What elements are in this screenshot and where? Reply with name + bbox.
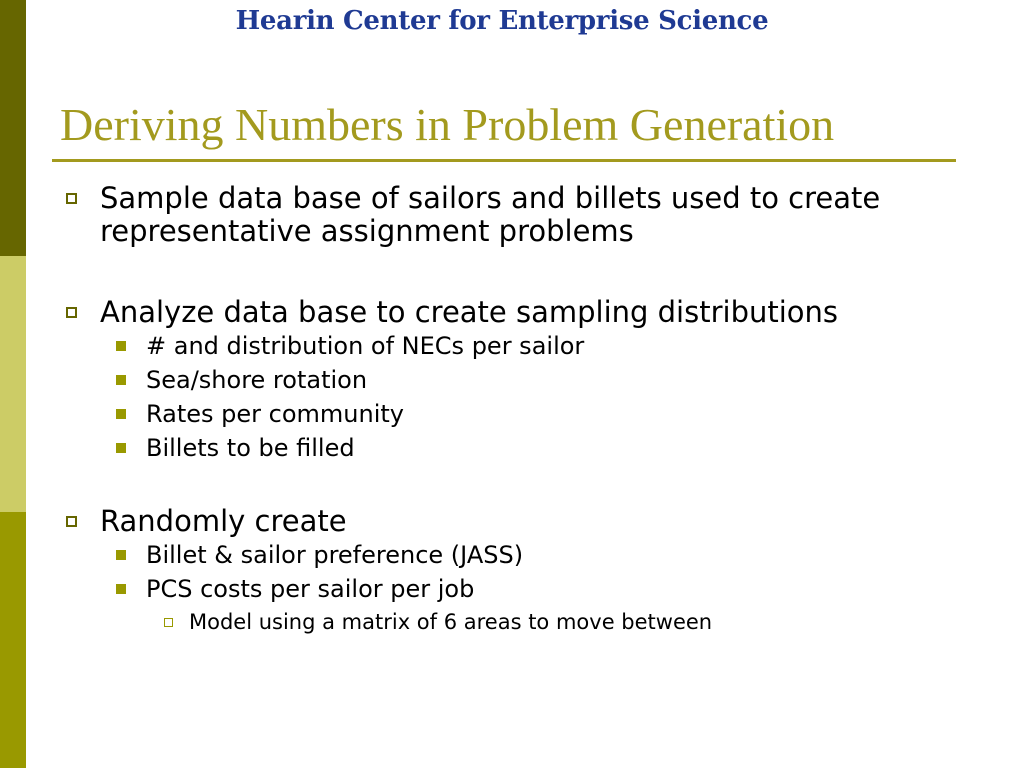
sub-bullet-text: Rates per community (146, 400, 404, 428)
bullet-item (60, 296, 960, 329)
sub-bullet-item (60, 431, 960, 465)
sub-bullet-text: Sea/shore rotation (146, 366, 368, 394)
bullet-text: Sample data base of sailors and billets used to create representative assignment problems (100, 181, 881, 248)
bullet-item (60, 182, 960, 248)
title-underline (52, 159, 956, 162)
sub-sub-bullet-item (60, 606, 960, 638)
hollow-square-bullet-icon (164, 618, 173, 627)
sub-bullet-text: Billets to be filled (146, 434, 355, 462)
sub-bullet-item (60, 329, 960, 363)
filled-square-bullet-icon (116, 409, 126, 419)
bullet-text: Analyze data base to create sampling distributions (100, 295, 839, 329)
hollow-square-bullet-icon (66, 516, 77, 527)
filled-square-bullet-icon (116, 584, 126, 594)
filled-square-bullet-icon (116, 443, 126, 453)
sub-bullet-text: Billet & sailor preference (JASS) (146, 541, 524, 569)
sub-bullet-text: # and distribution of NECs per sailor (146, 332, 585, 360)
accent-strip-top (0, 0, 26, 256)
hollow-square-bullet-icon (66, 193, 77, 204)
filled-square-bullet-icon (116, 550, 126, 560)
sub-bullet-text: PCS costs per sailor per job (146, 575, 475, 603)
organization-header: Hearin Center for Enterprise Science (235, 6, 769, 36)
sub-bullet-item (60, 363, 960, 397)
bullet-list (60, 182, 960, 638)
hollow-square-bullet-icon (66, 307, 77, 318)
sub-sub-bullet-text: Model using a matrix of 6 areas to move between (189, 610, 713, 634)
accent-strip-middle (0, 256, 26, 512)
filled-square-bullet-icon (116, 375, 126, 385)
bullet-item (60, 505, 960, 538)
bullet-text: Randomly create (100, 504, 347, 538)
slide-title: Deriving Numbers in Problem Generation (60, 99, 835, 150)
filled-square-bullet-icon (116, 341, 126, 351)
sub-bullet-item (60, 572, 960, 606)
sub-bullet-item (60, 397, 960, 431)
accent-strip-bottom (0, 512, 26, 768)
sub-bullet-item (60, 538, 960, 572)
